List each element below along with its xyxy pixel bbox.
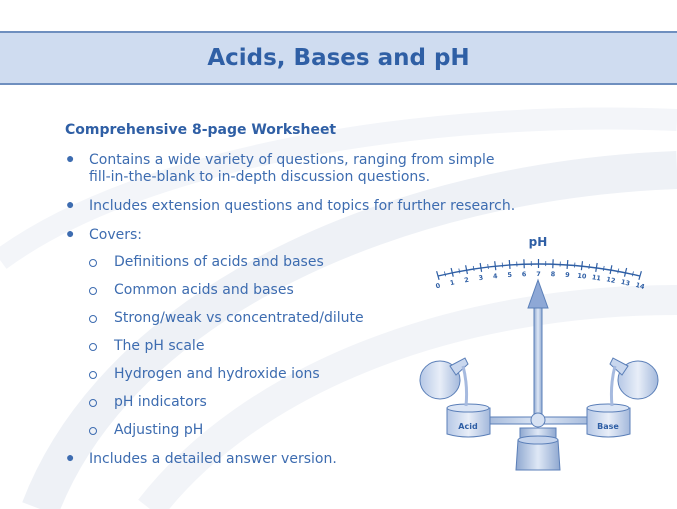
scale-tick-label: 11: [591, 273, 602, 283]
scale-tick: [509, 260, 510, 269]
worksheet-subheading: Comprehensive 8-page Worksheet: [65, 122, 337, 138]
bullet-dot: ●: [66, 225, 75, 241]
sub-item-definitions: Definitions of acids and bases: [114, 254, 324, 270]
scale-tick-label: 10: [576, 271, 587, 281]
scale-tick: [495, 261, 496, 270]
scale-tick: [581, 261, 582, 270]
page-title: Acids, Bases and pH: [207, 45, 470, 71]
pivot: [531, 413, 545, 427]
scale-tick-label: 13: [620, 277, 631, 288]
sub-item-common: Common acids and bases: [114, 282, 294, 298]
pointer-shaft: [534, 308, 542, 420]
sub-item-ph-scale: The pH scale: [114, 338, 205, 354]
base-pouring-flask: [610, 358, 658, 406]
scale-minor-tick: [488, 264, 489, 269]
scale-tick-label: 1: [449, 278, 456, 288]
bullet-dot: ●: [66, 150, 75, 166]
sub-item-ions: Hydrogen and hydroxide ions: [114, 366, 320, 382]
scale-title: pH: [528, 235, 548, 249]
scale-minor-tick: [603, 266, 604, 271]
acid-label: Acid: [458, 422, 478, 431]
scale-minor-tick: [459, 268, 460, 273]
list-item-variety-line1: Contains a wide variety of questions, ranging from simple: [89, 152, 495, 168]
scale-tick-label: 5: [507, 270, 513, 280]
list-item-variety-line2: fill-in-the-blank to in-depth discussion questions.: [89, 169, 431, 185]
sub-item-indicators: pH indicators: [114, 394, 207, 410]
scale-tick-label: 14: [634, 280, 646, 292]
base-label: Base: [597, 422, 619, 431]
scale-tick-label: 6: [521, 270, 527, 279]
list-item-answers: Includes a detailed answer version.: [89, 451, 337, 467]
sub-item-adjusting: Adjusting pH: [114, 422, 204, 438]
scale-minor-tick: [473, 266, 474, 271]
scale-tick-label: 9: [564, 270, 570, 280]
scale-tick: [480, 263, 481, 272]
scale-tick-label: 4: [492, 271, 499, 281]
title-band: [0, 31, 677, 85]
bullet-dot: ●: [66, 196, 75, 212]
circle-bullet: [89, 287, 97, 295]
stand-top: [518, 436, 558, 444]
scale-tick-label: 3: [478, 273, 484, 283]
sub-item-strong-weak: Strong/weak vs concentrated/dilute: [114, 310, 364, 326]
scale-tick: [567, 260, 568, 269]
scale-tick-label: 2: [463, 275, 470, 285]
scale-tick-label: 0: [434, 281, 442, 291]
circle-bullet: [89, 371, 97, 379]
pointer-arrowhead: [528, 280, 548, 308]
circle-bullet: [89, 343, 97, 351]
acid-pouring-flask: [420, 358, 468, 406]
base-beaker-rim: [587, 404, 629, 412]
scale-tick-label: 8: [550, 270, 556, 279]
acid-beaker-rim: [447, 404, 489, 412]
circle-bullet: [89, 315, 97, 323]
ph-balance-diagram: [410, 230, 670, 480]
circle-bullet: [89, 427, 97, 435]
scale-tick: [596, 263, 597, 272]
scale-minor-tick: [618, 268, 619, 273]
list-item-extension: Includes extension questions and topics for further research.: [89, 198, 516, 214]
circle-bullet: [89, 259, 97, 267]
scale-tick-label: 7: [536, 270, 541, 278]
circle-bullet: [89, 399, 97, 407]
bullet-dot: ●: [66, 449, 75, 465]
list-item-covers: Covers:: [89, 227, 143, 243]
scale-tick-label: 12: [605, 275, 617, 285]
scale-minor-tick: [589, 264, 590, 269]
